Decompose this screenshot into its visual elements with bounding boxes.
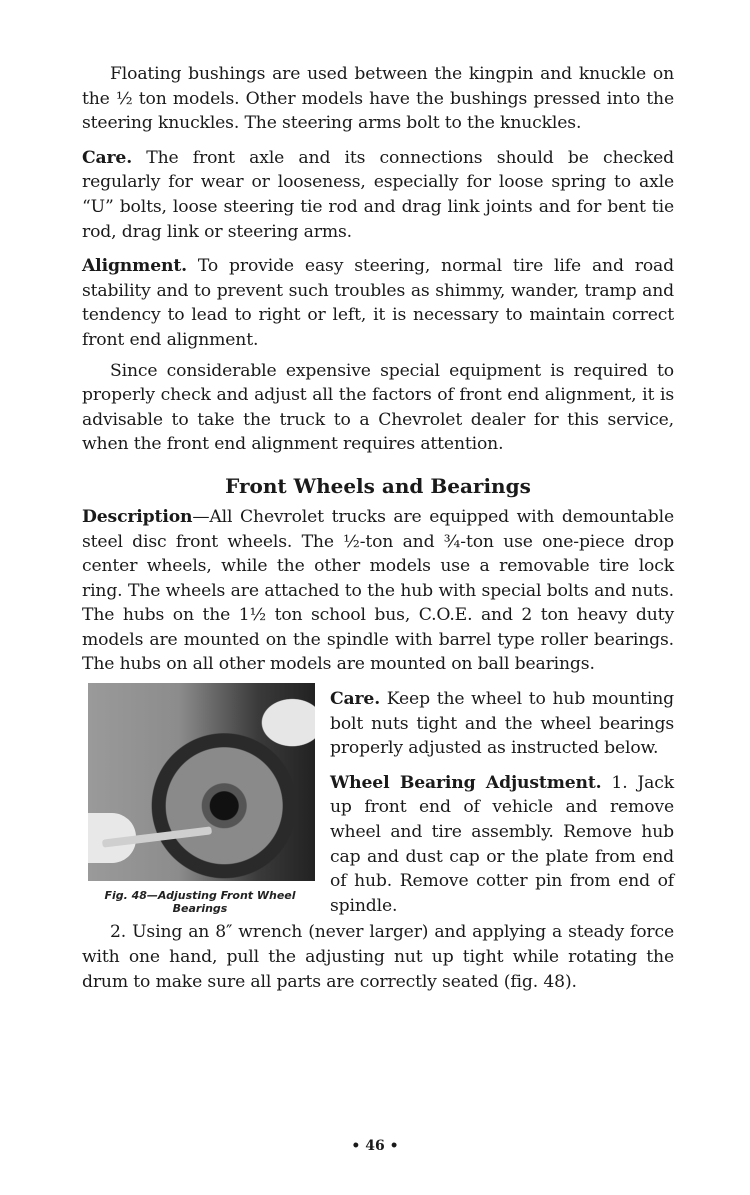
care-text: The front axle and its connections should be checked regularly for wear or looseness, especially for loose spring to axle “U” bolts, loose steering tie rod and drag link joints and for bent tie rod, drag link or steering arms. xyxy=(82,147,674,242)
adjustment-text: 1. Jack up front end of vehicle and remove wheel and tire assembly. Remove hub cap and dust cap or the plate from end of hub. Remove cotter pin from end of spindle. xyxy=(330,772,674,916)
care-wheel-label: Care. xyxy=(330,689,381,710)
care-label: Care. xyxy=(82,147,133,168)
paragraph-description xyxy=(82,505,674,677)
paragraph-care-wheel xyxy=(330,687,674,761)
paragraph-step-2: 2. Using an 8″ wrench (never larger) and applying a steady force with one hand, pull the adjusting nut up tight while rotating the drum to make sure all parts are correctly seated (fig. 48). xyxy=(82,922,674,992)
figure-row xyxy=(82,683,674,918)
alignment-text: To provide easy steering, normal tire life and road stability and to prevent such troubles as shimmy, wander, tramp and tendency to lead to right or left, it is necessary to maintain correct front end alignment. xyxy=(82,256,674,350)
figure-side-text xyxy=(330,683,674,918)
paragraph-bearing-adjustment xyxy=(330,771,674,919)
care-wheel-text: Keep the wheel to hub mounting bolt nuts tight and the wheel bearings properly adjusted as instructed below. xyxy=(330,689,674,759)
figure-48 xyxy=(82,683,318,918)
paragraph-care-axle xyxy=(82,146,674,244)
paragraph-dealer-service: Since considerable expensive special equipment is required to properly check and adjust all the factors of front end alignment, it is advisable to take the truck to a Chevrolet dealer for this service, when the front end alignment requires attention. xyxy=(82,360,674,455)
description-label: Description xyxy=(82,506,193,527)
description-text: —All Chevrolet trucks are equipped with demountable steel disc front wheels. The ½-ton and ¾-ton use one-piece drop center wheels, while the other models use a removable tire lock ring. The wheels are attached to the hub with special bolts and nuts. The hubs on the 1½ ton school bus, C.O.E. and 2 ton heavy duty models are mounted on the spindle with barrel type roller bearings. The hubs on all other models are mounted on ball bearings. xyxy=(82,506,674,675)
figure-caption: Fig. 48—Adjusting Front Wheel Bearings xyxy=(104,889,296,916)
alignment-label: Alignment. xyxy=(82,256,187,277)
wheel-hub-photo xyxy=(88,683,315,881)
manual-page xyxy=(82,62,674,994)
paragraph-alignment xyxy=(82,254,674,352)
paragraph-floating-bushings: Floating bushings are used between the kingpin and knuckle on the ½ ton models. Other models have the bushings pressed into the steering knuckles. The steering arms bolt to the knuckles. xyxy=(82,64,674,134)
page-number: • 46 • xyxy=(351,1138,399,1154)
section-heading: Front Wheels and Bearings xyxy=(225,473,531,498)
adjustment-label: Wheel Bearing Adjustment. xyxy=(330,772,602,793)
